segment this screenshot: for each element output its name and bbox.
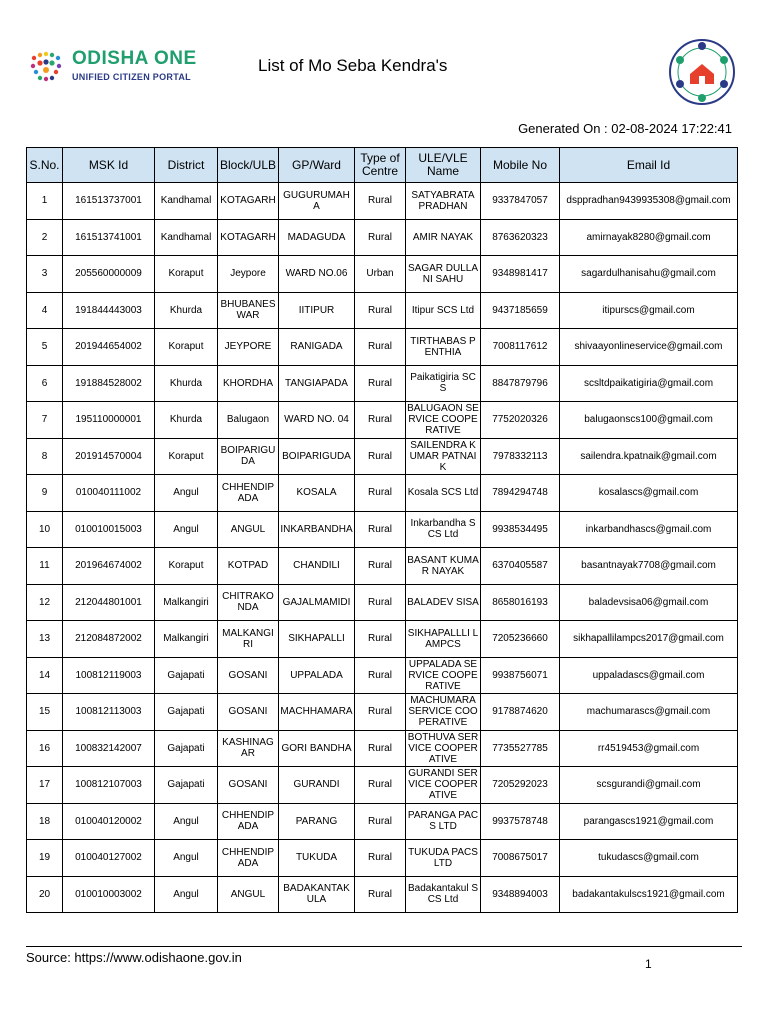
table-cell: SAILENDRA KUMAR PATNAIK <box>406 438 481 475</box>
table-cell: 16 <box>27 730 63 767</box>
table-cell: 9938534495 <box>481 511 560 548</box>
table-cell: KHORDHA <box>218 365 279 402</box>
table-cell: 9178874620 <box>481 694 560 731</box>
table-cell: JEYPORE <box>218 329 279 366</box>
table-cell: CHHENDIPADA <box>218 475 279 512</box>
table-cell: GAJALMAMIDI <box>279 584 355 621</box>
table-cell: 5 <box>27 329 63 366</box>
table-cell: Gajapati <box>155 730 218 767</box>
table-row <box>27 475 738 512</box>
table-cell: Badakantakul SCS Ltd <box>406 876 481 913</box>
table-row <box>27 876 738 913</box>
table-cell: 9937578748 <box>481 803 560 840</box>
table-cell: GUGURUMAHA <box>279 183 355 220</box>
table-cell: sailendra.kpatnaik@gmail.com <box>560 438 738 475</box>
table-cell: Angul <box>155 511 218 548</box>
table-cell: 20 <box>27 876 63 913</box>
table-cell: TUKUDA <box>279 840 355 877</box>
table-cell: Gajapati <box>155 694 218 731</box>
table-cell: 8658016193 <box>481 584 560 621</box>
table-cell: 7008117612 <box>481 329 560 366</box>
table-cell: balugaonscs100@gmail.com <box>560 402 738 439</box>
table-cell: sikhapallilampcs2017@gmail.com <box>560 621 738 658</box>
table-cell: RANIGADA <box>279 329 355 366</box>
table-cell: KOTAGARH <box>218 219 279 256</box>
table-cell: Rural <box>355 329 406 366</box>
column-header: ULE/VLE Name <box>406 148 481 183</box>
table-cell: CHANDILI <box>279 548 355 585</box>
logo-subtitle: UNIFIED CITIZEN PORTAL <box>72 72 191 82</box>
table-cell: Khurda <box>155 402 218 439</box>
table-cell: 7978332113 <box>481 438 560 475</box>
table-cell: 18 <box>27 803 63 840</box>
table-cell: TUKUDA PACS LTD <box>406 840 481 877</box>
table-cell: Angul <box>155 876 218 913</box>
table-cell: Paikatigiria SCS <box>406 365 481 402</box>
table-cell: basantnayak7708@gmail.com <box>560 548 738 585</box>
table-cell: Rural <box>355 219 406 256</box>
table-cell: BALADEV SISA <box>406 584 481 621</box>
table-cell: shivaayonlineservice@gmail.com <box>560 329 738 366</box>
table-cell: UPPALADA <box>279 657 355 694</box>
logo-title: ODISHA ONE <box>72 48 197 69</box>
table-cell: 9 <box>27 475 63 512</box>
table-cell: CHITRAKONDA <box>218 584 279 621</box>
table-cell: 10 <box>27 511 63 548</box>
table-cell: 195110000001 <box>63 402 155 439</box>
table-row <box>27 767 738 804</box>
table-cell: BADAKANTAKULA <box>279 876 355 913</box>
table-cell: 201964674002 <box>63 548 155 585</box>
column-header: GP/Ward <box>279 148 355 183</box>
table-cell: KOSALA <box>279 475 355 512</box>
table-row <box>27 438 738 475</box>
table-cell: Kosala SCS Ltd <box>406 475 481 512</box>
table-cell: BOIPARIGUDA <box>218 438 279 475</box>
table-cell: 8 <box>27 438 63 475</box>
table-cell: TIRTHABAS PENTHIA <box>406 329 481 366</box>
table-cell: 9938756071 <box>481 657 560 694</box>
table-cell: Angul <box>155 840 218 877</box>
table-cell: KOTAGARH <box>218 183 279 220</box>
table-cell: Rural <box>355 548 406 585</box>
table-cell: 100812119003 <box>63 657 155 694</box>
table-cell: IITIPUR <box>279 292 355 329</box>
table-cell: inkarbandhascs@gmail.com <box>560 511 738 548</box>
table-cell: 201914570004 <box>63 438 155 475</box>
table-cell: Jeypore <box>218 256 279 293</box>
table-cell: AMIR NAYAK <box>406 219 481 256</box>
table-cell: 9337847057 <box>481 183 560 220</box>
table-cell: 010040120002 <box>63 803 155 840</box>
table-cell: Khurda <box>155 292 218 329</box>
table-cell: 6370405587 <box>481 548 560 585</box>
table-cell: Rural <box>355 511 406 548</box>
table-cell: amirnayak8280@gmail.com <box>560 219 738 256</box>
table-cell: 100812113003 <box>63 694 155 731</box>
table-row <box>27 511 738 548</box>
table-cell: 191844443003 <box>63 292 155 329</box>
table-row <box>27 548 738 585</box>
table-row <box>27 694 738 731</box>
table-cell: 15 <box>27 694 63 731</box>
mo-seba-kendra-seal-icon <box>668 38 736 106</box>
table-cell: 6 <box>27 365 63 402</box>
table-cell: Koraput <box>155 329 218 366</box>
table-row <box>27 803 738 840</box>
table-cell: Urban <box>355 256 406 293</box>
table-cell: Rural <box>355 803 406 840</box>
table-cell: itipurscs@gmail.com <box>560 292 738 329</box>
table-cell: 14 <box>27 657 63 694</box>
table-cell: 010040111002 <box>63 475 155 512</box>
table-cell: Rural <box>355 183 406 220</box>
table-cell: 11 <box>27 548 63 585</box>
table-cell: 17 <box>27 767 63 804</box>
table-row <box>27 365 738 402</box>
table-cell: sagardulhanisahu@gmail.com <box>560 256 738 293</box>
table-cell: 9437185659 <box>481 292 560 329</box>
table-cell: dsppradhan9439935308@gmail.com <box>560 183 738 220</box>
table-row <box>27 219 738 256</box>
table-cell: Rural <box>355 365 406 402</box>
table-cell: GORI BANDHA <box>279 730 355 767</box>
table-cell: Rural <box>355 584 406 621</box>
column-header: Email Id <box>560 148 738 183</box>
table-cell: 8763620323 <box>481 219 560 256</box>
table-cell: 7894294748 <box>481 475 560 512</box>
footer-divider <box>26 946 742 947</box>
table-cell: MACHHAMARA <box>279 694 355 731</box>
table-body <box>27 183 738 913</box>
table-row <box>27 657 738 694</box>
table-cell: Rural <box>355 438 406 475</box>
table-cell: 7752020326 <box>481 402 560 439</box>
table-cell: MACHUMARA SERVICE COOPERATIVE <box>406 694 481 731</box>
table-cell: 7008675017 <box>481 840 560 877</box>
table-cell: 9348894003 <box>481 876 560 913</box>
table-cell: INKARBANDHA <box>279 511 355 548</box>
table-cell: scsltdpaikatigiria@gmail.com <box>560 365 738 402</box>
table-cell: 205560000009 <box>63 256 155 293</box>
table-cell: 3 <box>27 256 63 293</box>
table-cell: 100832142007 <box>63 730 155 767</box>
table-cell: Rural <box>355 876 406 913</box>
table-cell: 4 <box>27 292 63 329</box>
table-cell: KASHINAGAR <box>218 730 279 767</box>
table-cell: GURANDI <box>279 767 355 804</box>
table-cell: ANGUL <box>218 876 279 913</box>
table-cell: PARANGA PACS LTD <box>406 803 481 840</box>
table-cell: SIKHAPALLLI LAMPCS <box>406 621 481 658</box>
table-cell: Khurda <box>155 365 218 402</box>
table-cell: CHHENDIPADA <box>218 803 279 840</box>
table-cell: 161513741001 <box>63 219 155 256</box>
column-header: S.No. <box>27 148 63 183</box>
table-cell: 7205236660 <box>481 621 560 658</box>
table-cell: 191884528002 <box>63 365 155 402</box>
table-cell: Itipur SCS Ltd <box>406 292 481 329</box>
table-cell: 7205292023 <box>481 767 560 804</box>
table-cell: Koraput <box>155 256 218 293</box>
table-row <box>27 402 738 439</box>
table-row <box>27 730 738 767</box>
page-number: 1 <box>645 957 652 971</box>
table-cell: scsgurandi@gmail.com <box>560 767 738 804</box>
table-cell: machumarascs@gmail.com <box>560 694 738 731</box>
table-row <box>27 840 738 877</box>
table-cell: PARANG <box>279 803 355 840</box>
table-cell: 010010015003 <box>63 511 155 548</box>
table-cell: TANGIAPADA <box>279 365 355 402</box>
table-cell: 201944654002 <box>63 329 155 366</box>
table-cell: rr4519453@gmail.com <box>560 730 738 767</box>
table-cell: 12 <box>27 584 63 621</box>
table-row <box>27 292 738 329</box>
table-cell: 2 <box>27 219 63 256</box>
table-cell: Koraput <box>155 548 218 585</box>
table-cell: Inkarbandha SCS Ltd <box>406 511 481 548</box>
table-cell: 7735527785 <box>481 730 560 767</box>
table-cell: MALKANGIRI <box>218 621 279 658</box>
logo-dots-icon <box>28 50 64 86</box>
table-cell: Balugaon <box>218 402 279 439</box>
table-cell: 1 <box>27 183 63 220</box>
table-cell: GOSANI <box>218 694 279 731</box>
table-cell: parangascs1921@gmail.com <box>560 803 738 840</box>
table-cell: Gajapati <box>155 767 218 804</box>
table-cell: KOTPAD <box>218 548 279 585</box>
msk-table <box>26 147 738 913</box>
generated-on-timestamp: Generated On : 02-08-2024 17:22:41 <box>518 121 732 136</box>
table-cell: tukudascs@gmail.com <box>560 840 738 877</box>
table-cell: BASANT KUMAR NAYAK <box>406 548 481 585</box>
table-cell: 100812107003 <box>63 767 155 804</box>
table-cell: 161513737001 <box>63 183 155 220</box>
table-cell: uppaladascs@gmail.com <box>560 657 738 694</box>
table-cell: Rural <box>355 730 406 767</box>
table-cell: BOTHUVA SERVICE COOPERATIVE <box>406 730 481 767</box>
table-cell: SAGAR DULLANI SAHU <box>406 256 481 293</box>
table-cell: Rural <box>355 402 406 439</box>
table-cell: Angul <box>155 475 218 512</box>
column-header: Type of Centre <box>355 148 406 183</box>
table-cell: 7 <box>27 402 63 439</box>
table-cell: BHUBANESWAR <box>218 292 279 329</box>
table-row <box>27 329 738 366</box>
table-cell: Rural <box>355 621 406 658</box>
table-cell: Rural <box>355 475 406 512</box>
table-cell: 010040127002 <box>63 840 155 877</box>
table-cell: Malkangiri <box>155 621 218 658</box>
table-cell: GOSANI <box>218 657 279 694</box>
column-header: District <box>155 148 218 183</box>
table-cell: GURANDI SERVICE COOPERATIVE <box>406 767 481 804</box>
table-cell: UPPALADA SERVICE COOPERATIVE <box>406 657 481 694</box>
table-row <box>27 183 738 220</box>
table-cell: baladevsisa06@gmail.com <box>560 584 738 621</box>
table-cell: BALUGAON SERVICE COOPERATIVE <box>407 403 479 437</box>
table-cell: 8847879796 <box>481 365 560 402</box>
table-cell: Rural <box>355 657 406 694</box>
table-cell: 212044801001 <box>63 584 155 621</box>
table-row <box>27 584 738 621</box>
table-cell: 212084872002 <box>63 621 155 658</box>
table-row <box>27 256 738 293</box>
table-cell: Rural <box>355 292 406 329</box>
odisha-one-logo <box>28 48 198 88</box>
table-header-row <box>27 148 738 183</box>
table-cell: Koraput <box>155 438 218 475</box>
table-cell: Rural <box>355 840 406 877</box>
table-cell: Gajapati <box>155 657 218 694</box>
page-title: List of Mo Seba Kendra's <box>258 56 448 75</box>
table-cell: GOSANI <box>218 767 279 804</box>
table-cell: Rural <box>355 767 406 804</box>
source-url: Source: https://www.odishaone.gov.in <box>26 950 242 965</box>
column-header: MSK Id <box>63 148 155 183</box>
table-cell: Rural <box>355 694 406 731</box>
table-cell: 19 <box>27 840 63 877</box>
table-cell: MADAGUDA <box>279 219 355 256</box>
column-header: Mobile No <box>481 148 560 183</box>
column-header: Block/ULB <box>218 148 279 183</box>
table-cell: Kandhamal <box>155 183 218 220</box>
table-row <box>27 621 738 658</box>
table-cell: kosalascs@gmail.com <box>560 475 738 512</box>
table-cell: ANGUL <box>218 511 279 548</box>
table-cell: Malkangiri <box>155 584 218 621</box>
table-cell: WARD NO. 04 <box>279 402 355 439</box>
table-cell: Angul <box>155 803 218 840</box>
table-cell: Kandhamal <box>155 219 218 256</box>
table-cell: CHHENDIPADA <box>218 840 279 877</box>
table-cell: 010010003002 <box>63 876 155 913</box>
table-cell: 9348981417 <box>481 256 560 293</box>
table-cell: WARD NO.06 <box>279 256 355 293</box>
table-cell: 13 <box>27 621 63 658</box>
table-cell: SATYABRATA PRADHAN <box>406 183 481 220</box>
table-cell: badakantakulscs1921@gmail.com <box>560 876 738 913</box>
table-cell: SIKHAPALLI <box>279 621 355 658</box>
table-cell: BOIPARIGUDA <box>279 438 355 475</box>
